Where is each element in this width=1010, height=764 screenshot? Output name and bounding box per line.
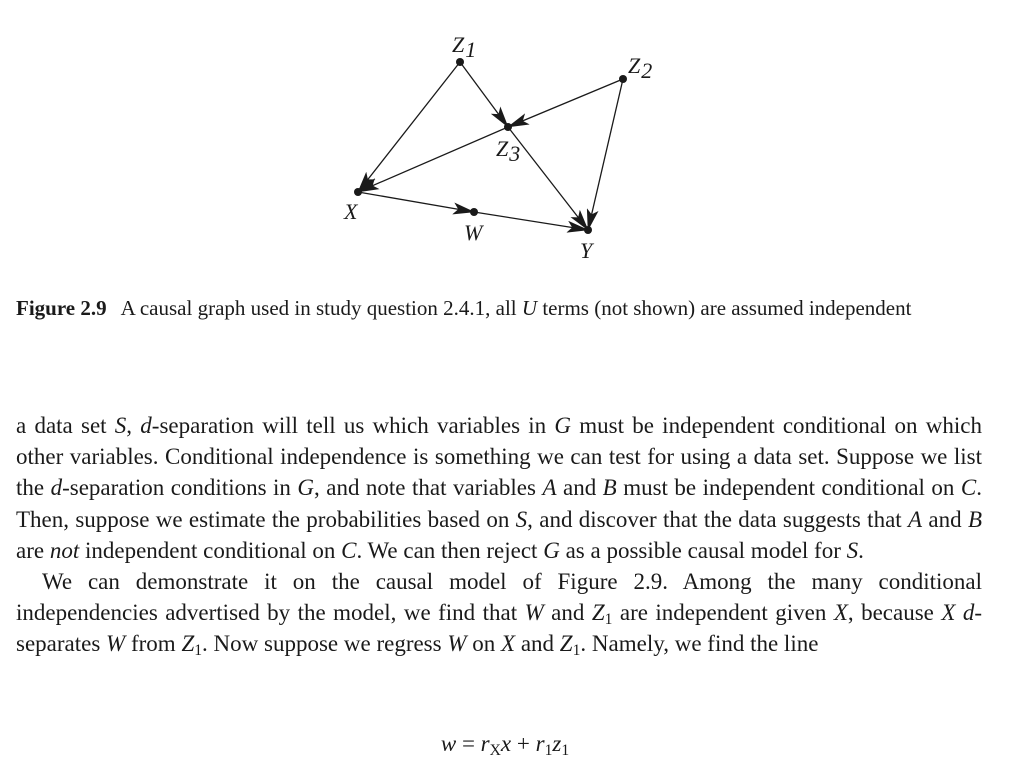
- node-y: [584, 226, 592, 234]
- node-z3: [504, 123, 512, 131]
- caption-u: U: [521, 296, 538, 320]
- edge-w-to-y: [474, 212, 588, 230]
- label-z1: Z1: [452, 32, 477, 62]
- node-z1: [456, 58, 464, 66]
- figure-label: Figure 2.9: [16, 296, 107, 320]
- label-x: X: [344, 199, 358, 224]
- regression-equation: $w = r_Xx + r_1z_1$: [440, 731, 570, 759]
- node-x: [354, 188, 362, 196]
- caption-text-2: terms (not shown) are assumed independent: [537, 296, 912, 320]
- paragraph-1: a data set S, d-separation will tell us which variables in G must be independent conditional on which other variables. Conditional independence is something we can test for using a data set. Suppose we list the d-separation conditions in G, and note that variables A and B must be independent conditional on C. Then, suppose we estimate the probabilities based on S, and discover that the data suggests that A and B are not independent conditional on C. We can then reject G as a possible causal model for S.: [16, 413, 982, 563]
- caption-text-1: A causal graph used in study question 2.4.1, all: [120, 296, 522, 320]
- node-z2: [619, 75, 627, 83]
- label-w: W: [464, 220, 483, 245]
- label-z3: Z3: [496, 136, 521, 166]
- edge-x-to-w: [358, 192, 474, 212]
- edge-z1-to-z3: [460, 62, 508, 127]
- body-text: [16, 410, 982, 660]
- label-y: Y: [580, 238, 593, 263]
- label-z2: Z2: [628, 53, 653, 83]
- paragraph-2: We can demonstrate it on the causal model of Figure 2.9. Among the many conditional independencies advertised by the model, we find that W and $Z_1$ are independent given X, because X d-separates W from $Z_1$. Now suppose we regress W on X and $Z_1$. Namely, we find the line: [16, 569, 983, 660]
- figure-caption: [16, 294, 982, 322]
- causal-graph-figure: [0, 0, 1010, 270]
- edge-z3-to-x: [358, 127, 508, 192]
- node-w: [470, 208, 478, 216]
- edge-z2-to-y: [588, 79, 623, 230]
- edge-z2-to-z3: [508, 79, 623, 127]
- edge-z1-to-x: [358, 62, 460, 192]
